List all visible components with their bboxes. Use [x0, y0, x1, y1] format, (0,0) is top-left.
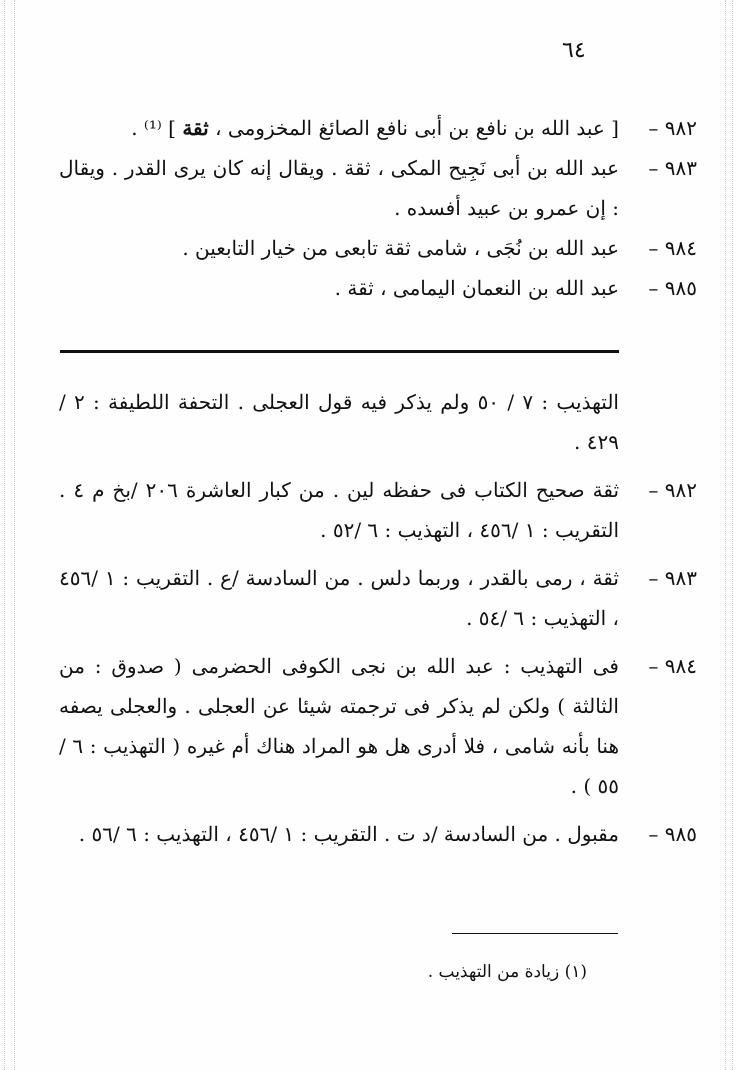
entry-number: ٩٨٢ –	[648, 116, 697, 140]
main-entries	[59, 108, 697, 308]
note-number: ٩٨٥ –	[648, 822, 697, 846]
note-number: ٩٨٣ –	[648, 566, 697, 590]
page-number: ٦٤	[562, 38, 586, 63]
note-text: فى التهذيب : عبد الله بن نجى الكوفى الحضرمى ( صدوق : من الثالثة ) ولكن لم يذكر فى ترجمته شيئا عن العجلى . والعجلى يصفه هنا بأنه شامى ، فلا أدرى هل هو المراد هناك أم غيره ( التهذيب : ٦ /٥٥ ) .	[59, 654, 619, 798]
note-983	[59, 558, 697, 638]
entry-number: ٩٨٥ –	[648, 276, 697, 300]
entry-text	[59, 108, 619, 148]
note-text: مقبول . من السادسة /د ت . التقريب : ١ /٤٥٦ ، التهذيب : ٦ /٥٦ .	[78, 822, 619, 846]
entry-number: ٩٨٣ –	[648, 156, 697, 180]
entry-text-end: ] ⁽¹⁾ .	[131, 116, 183, 140]
note-continued	[59, 382, 619, 462]
entry-text: عبد الله بن نُجَى ، شامى ثقة تابعى من خيار التابعين .	[182, 236, 619, 260]
note-text: التهذيب : ٧ / ٥٠ ولم يذكر فيه قول العجلى . التحفة اللطيفة : ٢ / ٤٢٩ .	[59, 390, 619, 454]
note-text: ثقة صحيح الكتاب فى حفظه لين . من كبار العاشرة ٢٠٦ /بخ م ٤ . التقريب : ١ /٤٥٦ ، التهذيب : ٦ /٥٢ .	[59, 478, 620, 542]
note-985	[59, 814, 697, 854]
entry-984	[59, 228, 697, 268]
entry-985	[59, 268, 697, 308]
entry-text-start: [ عبد الله بن نافع بن أبى نافع الصائغ المخزومى ،	[208, 116, 619, 140]
entry-number: ٩٨٤ –	[648, 236, 697, 260]
entry-983	[59, 148, 697, 228]
note-number: ٩٨٤ –	[648, 654, 697, 678]
footnote-rule	[452, 933, 618, 934]
commentary-notes	[59, 382, 697, 862]
entry-text: عبد الله بن النعمان اليمامى ، ثقة .	[334, 276, 619, 300]
section-divider	[60, 350, 619, 353]
note-982	[59, 470, 697, 550]
reliability-grade: ثقة	[182, 116, 209, 140]
note-text: ثقة ، رمى بالقدر ، وربما دلس . من السادسة /ع . التقريب : ١ /٤٥٦ ، التهذيب : ٦ /٥٤ .	[59, 566, 619, 630]
footnote-1: (١) زيادة من التهذيب .	[427, 962, 587, 982]
entry-text: عبد الله بن أبى نَجِيح المكى ، ثقة . ويقال إنه كان يرى القدر . ويقال : إن عمرو بن عبيد أفسده .	[59, 156, 619, 220]
note-number: ٩٨٢ –	[648, 478, 697, 502]
note-984	[59, 646, 697, 806]
entry-982	[59, 108, 697, 148]
